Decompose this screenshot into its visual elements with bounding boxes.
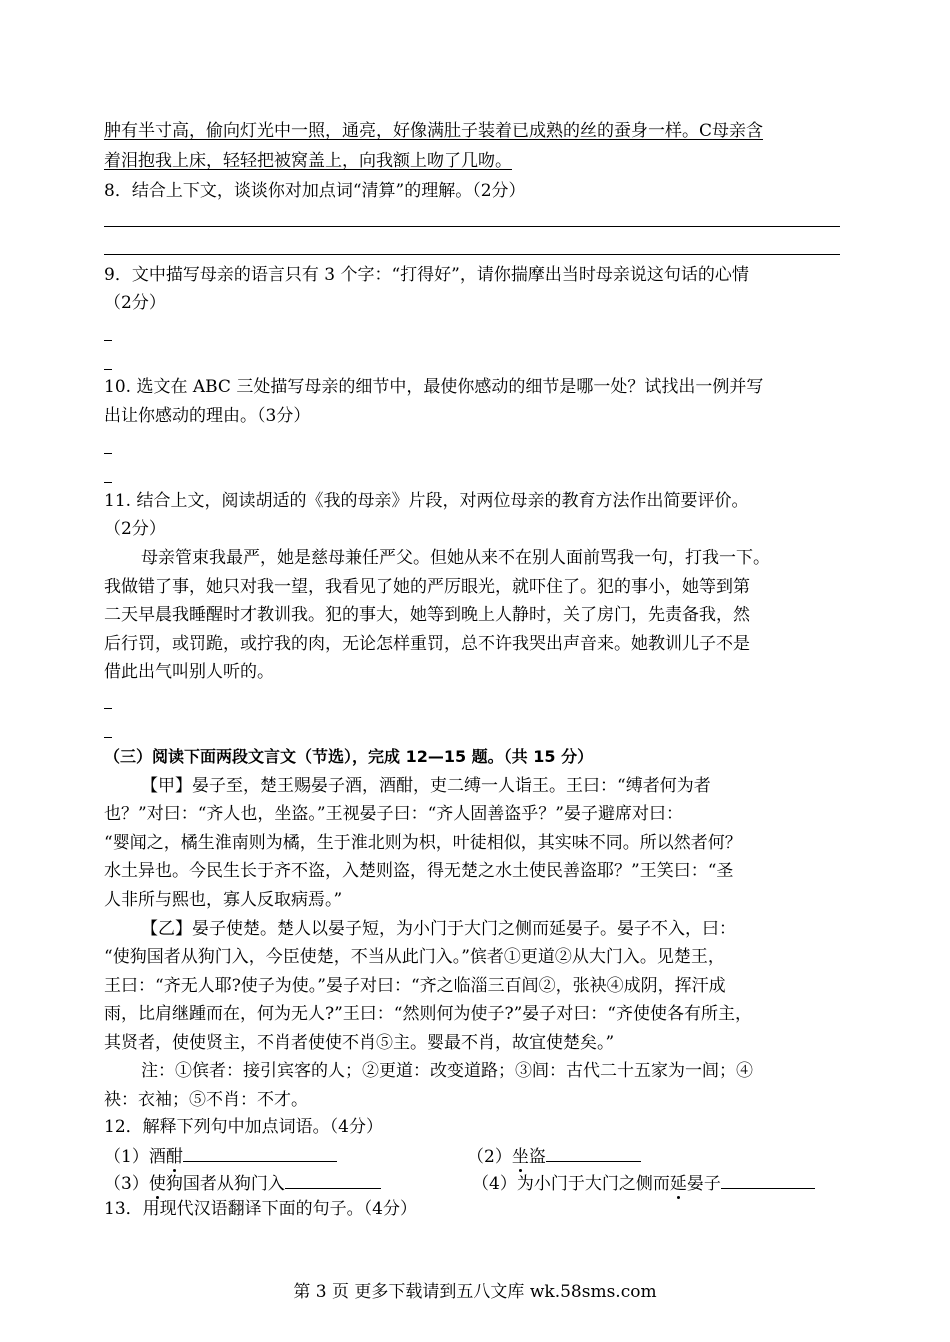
notes-line: 注：①傧者：接引宾客的人；②更道：改变道路；③闾：古代二十五家为一闾；④ — [141, 1061, 753, 1081]
answer-line[interactable] — [104, 226, 840, 227]
page-footer: 第 3 页 更多下载请到五八文库 wk.58sms.com — [293, 1282, 657, 1302]
section-heading: （三）阅读下面两段文言文（节选），完成 12—15 题。（共 15 分） — [104, 747, 594, 766]
yi-line: 王曰：“齐无人耶?使子为使。”晏子对曰：“齐之临淄三百闾②，张袂④成阴，挥汗成 — [104, 976, 726, 996]
q12-item-1-blank[interactable] — [183, 1143, 337, 1162]
answer-line[interactable] — [104, 254, 840, 255]
excerpt-line: 母亲管束我最严，她是慈母兼任严父。但她从来不在别人面前骂我一句，打我一下。 — [141, 548, 770, 568]
question-11: 11. 结合上文，阅读胡适的《我的母亲》片段，对两位母亲的教育方法作出简要评价。 — [104, 491, 749, 511]
yi-line: “使狗国者从狗门入，今臣使楚，不当从此门入。”傧者①更道②从大门入。见楚王， — [104, 947, 725, 967]
question-11-score: （2分） — [104, 519, 166, 539]
dotted-word: 坐 — [511, 1147, 529, 1167]
q12-item-1: （1）酒酣 — [104, 1143, 337, 1168]
answer-line[interactable] — [104, 708, 112, 709]
q12-item-2-blank[interactable] — [546, 1143, 641, 1162]
answer-line[interactable] — [104, 340, 112, 341]
q12-item-3: （3）使狗国者从狗门入 — [104, 1170, 381, 1195]
notes-line: 袂：衣袖；⑤不肖：不才。 — [104, 1090, 308, 1110]
question-8: 8．结合上下文，谈谈你对加点词“清算”的理解。（2分） — [104, 181, 526, 201]
q12-item-2: （2）坐盗 — [467, 1143, 641, 1168]
q12-item-4-blank[interactable] — [721, 1170, 815, 1189]
jia-line: 水土异也。今民生长于齐不盗，入楚则盗，得无楚之水土使民善盗耶？”王笑曰：“圣 — [104, 861, 734, 881]
excerpt-line: 二天早晨我睡醒时才教训我。犯的事大，她等到晚上人静时，关了房门，先责备我，然 — [104, 605, 750, 625]
dotted-word: 延 — [669, 1174, 687, 1194]
question-10: 10. 选文在 ABC 三处描写母亲的细节中，最使你感动的细节是哪一处？试找出一例并写 — [104, 377, 764, 397]
passage-line: 肿有半寸高，偷向灯光中一照，通亮，好像满肚子装着已成熟的丝的蚕身一样。C母亲含 — [104, 121, 764, 141]
jia-line: “婴闻之，橘生淮南则为橘，生于淮北则为枳，叶徒相似，其实味不同。所以然者何？ — [104, 833, 742, 853]
answer-line[interactable] — [104, 369, 112, 370]
question-13: 13．用现代汉语翻译下面的句子。（4分） — [104, 1199, 417, 1219]
jia-line: 人非所与熙也，寡人反取病焉。” — [104, 890, 343, 910]
answer-line[interactable] — [104, 453, 112, 454]
question-12: 12．解释下列句中加点词语。（4分） — [104, 1117, 383, 1137]
answer-line[interactable] — [104, 482, 112, 483]
yi-line: 【乙】晏子使楚。楚人以晏子短，为小门于大门之侧而延晏子。晏子不入，曰： — [141, 919, 736, 939]
dotted-word: 酣 — [165, 1147, 183, 1167]
jia-line: 【甲】晏子至，楚王赐晏子酒，酒酣，吏二缚一人诣王。王曰：“缚者何为者 — [141, 776, 711, 796]
question-9-score: （2分） — [104, 293, 166, 313]
yi-line: 雨，比肩继踵而在，何为无人?”王曰：“然则何为使子?”晏子对曰：“齐使使各有所主， — [104, 1004, 752, 1024]
q12-item-3-blank[interactable] — [285, 1170, 381, 1189]
excerpt-line: 我做错了事，她只对我一望，我看见了她的严厉眼光，就吓住了。犯的事小，她等到第 — [104, 577, 750, 597]
dotted-word: 使 — [148, 1174, 166, 1194]
excerpt-line: 借此出气叫别人听的。 — [104, 662, 274, 682]
question-10-line2: 出让你感动的理由。（3分） — [104, 406, 311, 426]
question-9: 9．文中描写母亲的语言只有 3 个字：“打得好”，请你揣摩出当时母亲说这句话的心情 — [104, 265, 749, 285]
yi-line: 其贤者，使使贤主，不肖者使使不肖⑤主。婴最不肖，故宜使楚矣。” — [104, 1033, 615, 1053]
answer-line[interactable] — [104, 737, 112, 738]
passage-line: 着泪抱我上床，轻轻把被窝盖上，向我额上吻了几吻。 — [104, 151, 512, 171]
jia-line: 也？”对曰：“齐人也，坐盗。”王视晏子曰：“齐人固善盗乎？”晏子避席对曰： — [104, 804, 683, 824]
excerpt-line: 后行罚，或罚跪，或拧我的肉，无论怎样重罚，总不许我哭出声音来。她教训儿子不是 — [104, 634, 750, 654]
q12-item-4: （4）为小门于大门之侧而延晏子 — [472, 1170, 815, 1195]
